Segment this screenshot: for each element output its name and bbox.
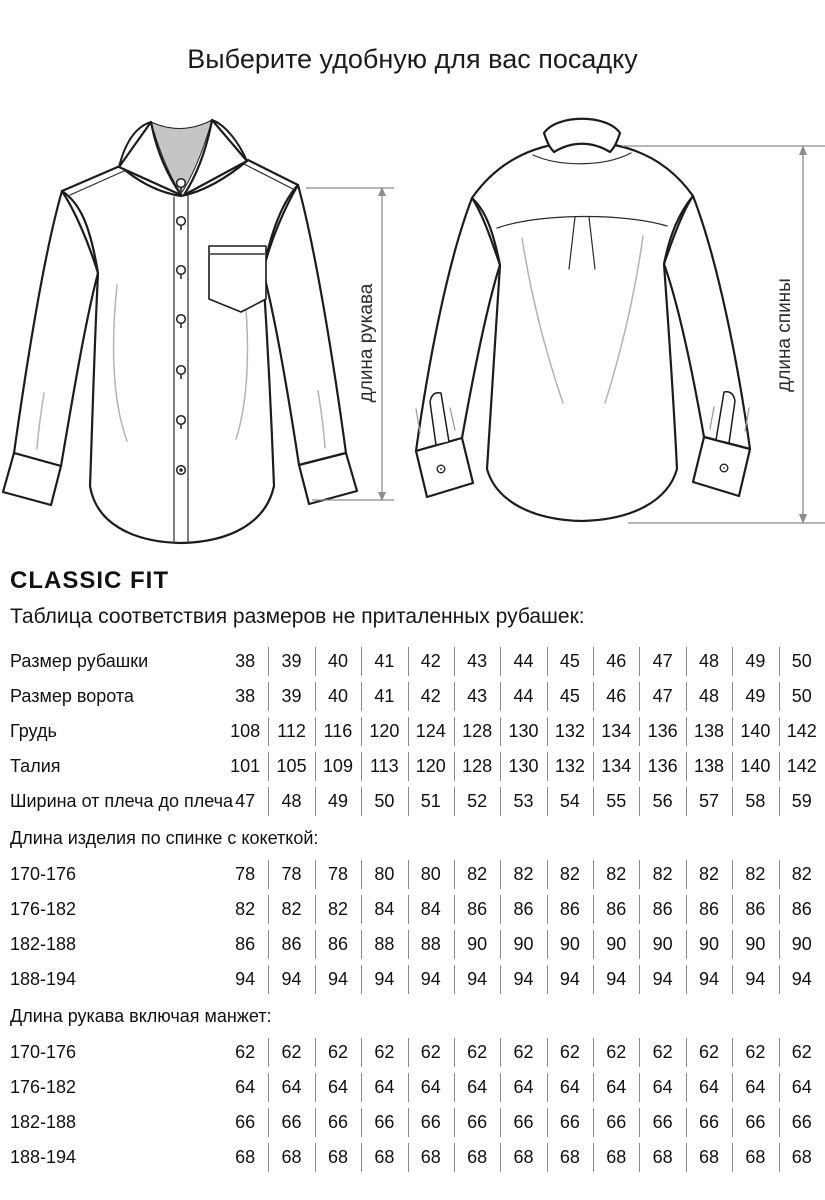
table-row: [0, 962, 825, 997]
cell-value: 86: [315, 927, 361, 962]
cell-value: 140: [732, 749, 778, 784]
cell-value: 138: [686, 749, 732, 784]
cell-value: 64: [268, 1070, 314, 1105]
table-row: [0, 1140, 825, 1175]
cell-value: 64: [593, 1070, 639, 1105]
row-label: 170-176: [10, 1042, 77, 1062]
cell-value: 82: [639, 857, 685, 892]
cell-value: 68: [408, 1140, 454, 1175]
cell-value: 43: [454, 679, 500, 714]
cell-value: 128: [454, 749, 500, 784]
cell-value: 41: [361, 679, 407, 714]
cell-value: 47: [639, 679, 685, 714]
row-label: Талия: [10, 756, 61, 776]
cell-value: 128: [454, 714, 500, 749]
cell-value: 53: [500, 784, 546, 819]
cell-value: 105: [268, 749, 314, 784]
cell-value: 66: [593, 1105, 639, 1140]
cell-value: 47: [639, 644, 685, 679]
cell-value: 68: [639, 1140, 685, 1175]
cell-value: 134: [593, 714, 639, 749]
cell-value: 86: [235, 934, 256, 954]
table-row: [0, 857, 825, 892]
table-row: [0, 714, 825, 749]
cell-value: 86: [268, 927, 314, 962]
row-label: 176-182: [10, 899, 77, 919]
cell-value: 132: [547, 749, 593, 784]
cell-value: 101: [230, 756, 261, 776]
cell-value: 108: [230, 721, 261, 741]
row-label: Ширина от плеча до плеча: [10, 791, 234, 811]
cell-value: 86: [779, 892, 825, 927]
cell-value: 78: [235, 864, 256, 884]
cell-value: 142: [779, 714, 825, 749]
cell-value: 68: [235, 1147, 256, 1167]
cell-value: 66: [235, 1112, 256, 1132]
cell-value: 90: [639, 927, 685, 962]
cell-value: 94: [732, 962, 778, 997]
row-label: 182-188: [10, 934, 77, 954]
cell-value: 66: [639, 1105, 685, 1140]
row-label: 188-194: [10, 1147, 77, 1167]
cell-value: 62: [315, 1035, 361, 1070]
cell-value: 68: [315, 1140, 361, 1175]
cell-value: 66: [315, 1105, 361, 1140]
cell-value: 68: [779, 1140, 825, 1175]
chest-pocket: [209, 246, 266, 312]
table-row: [0, 1070, 825, 1105]
cell-value: 86: [686, 892, 732, 927]
cell-value: 68: [686, 1140, 732, 1175]
row-label: Грудь: [10, 721, 57, 741]
cell-value: 64: [235, 1077, 256, 1097]
cell-value: 66: [454, 1105, 500, 1140]
table-row: [0, 927, 825, 962]
cell-value: 78: [315, 857, 361, 892]
cell-value: 94: [639, 962, 685, 997]
cell-value: 86: [732, 892, 778, 927]
cell-value: 44: [500, 679, 546, 714]
cell-value: 50: [779, 644, 825, 679]
cell-value: 94: [408, 962, 454, 997]
cell-value: 94: [454, 962, 500, 997]
cell-value: 39: [268, 644, 314, 679]
cell-value: 62: [547, 1035, 593, 1070]
cell-value: 59: [779, 784, 825, 819]
cell-value: 64: [361, 1070, 407, 1105]
cell-value: 90: [593, 927, 639, 962]
cell-value: 116: [315, 714, 361, 749]
cell-value: 56: [639, 784, 685, 819]
cell-value: 45: [547, 644, 593, 679]
cell-value: 82: [547, 857, 593, 892]
cell-value: 113: [361, 749, 407, 784]
cell-value: 54: [547, 784, 593, 819]
cell-value: 64: [639, 1070, 685, 1105]
cell-value: 86: [500, 892, 546, 927]
cell-value: 62: [732, 1035, 778, 1070]
cell-value: 94: [268, 962, 314, 997]
cell-value: 64: [500, 1070, 546, 1105]
cell-value: 86: [454, 892, 500, 927]
cell-value: 55: [593, 784, 639, 819]
size-table: [0, 644, 825, 1175]
cell-value: 38: [235, 651, 256, 671]
cell-value: 68: [593, 1140, 639, 1175]
cell-value: 48: [686, 679, 732, 714]
cell-value: 136: [639, 714, 685, 749]
table-row: [0, 784, 825, 819]
cell-value: 62: [779, 1035, 825, 1070]
cell-value: 48: [686, 644, 732, 679]
cell-value: 90: [732, 927, 778, 962]
row-label: 182-188: [10, 1112, 77, 1132]
cell-value: 43: [454, 644, 500, 679]
cell-value: 62: [268, 1035, 314, 1070]
cell-value: 68: [500, 1140, 546, 1175]
fit-heading: CLASSIC FIT: [10, 567, 169, 594]
cell-value: 64: [547, 1070, 593, 1105]
cell-value: 94: [779, 962, 825, 997]
cell-value: 140: [732, 714, 778, 749]
cell-value: 136: [639, 749, 685, 784]
cell-value: 120: [408, 749, 454, 784]
cell-value: 39: [268, 679, 314, 714]
cell-value: 42: [408, 644, 454, 679]
table-row: [0, 892, 825, 927]
cell-value: 62: [235, 1042, 256, 1062]
cell-value: 82: [315, 892, 361, 927]
cell-value: 66: [779, 1105, 825, 1140]
cell-value: 64: [408, 1070, 454, 1105]
row-label: 188-194: [10, 969, 77, 989]
cell-value: 62: [454, 1035, 500, 1070]
cell-value: 94: [361, 962, 407, 997]
cell-value: 88: [361, 927, 407, 962]
cell-value: 94: [235, 969, 256, 989]
table-section-header: Длина изделия по спинке с кокеткой:: [10, 827, 319, 848]
cell-value: 66: [732, 1105, 778, 1140]
front-shirt-drawing: [3, 120, 357, 543]
table-row: [0, 1105, 825, 1140]
cell-value: 109: [315, 749, 361, 784]
cell-value: 82: [500, 857, 546, 892]
cell-value: 68: [268, 1140, 314, 1175]
table-row: [0, 644, 825, 679]
shirt-figures: [0, 103, 825, 558]
back-shirt-drawing: [416, 119, 750, 521]
cell-value: 41: [361, 644, 407, 679]
cell-value: 50: [361, 784, 407, 819]
cell-value: 52: [454, 784, 500, 819]
cell-value: 130: [500, 714, 546, 749]
cell-value: 66: [547, 1105, 593, 1140]
cell-value: 49: [315, 784, 361, 819]
cell-value: 82: [686, 857, 732, 892]
cell-value: 94: [315, 962, 361, 997]
cell-value: 64: [732, 1070, 778, 1105]
cell-value: 51: [408, 784, 454, 819]
cell-value: 48: [268, 784, 314, 819]
cell-value: 68: [454, 1140, 500, 1175]
cell-value: 82: [779, 857, 825, 892]
cell-value: 66: [408, 1105, 454, 1140]
cell-value: 40: [315, 679, 361, 714]
cell-value: 47: [235, 791, 256, 811]
cell-value: 138: [686, 714, 732, 749]
cell-value: 94: [686, 962, 732, 997]
cell-value: 130: [500, 749, 546, 784]
cell-value: 94: [500, 962, 546, 997]
cell-value: 134: [593, 749, 639, 784]
cell-value: 68: [361, 1140, 407, 1175]
cell-value: 66: [500, 1105, 546, 1140]
cell-value: 86: [547, 892, 593, 927]
cell-value: 90: [686, 927, 732, 962]
cell-value: 86: [639, 892, 685, 927]
cell-value: 64: [454, 1070, 500, 1105]
table-row: [0, 749, 825, 784]
cell-value: 94: [593, 962, 639, 997]
cell-value: 124: [408, 714, 454, 749]
cell-value: 62: [593, 1035, 639, 1070]
cell-value: 82: [593, 857, 639, 892]
cell-value: 49: [732, 679, 778, 714]
cell-value: 40: [315, 644, 361, 679]
cell-value: 90: [454, 927, 500, 962]
cell-value: 62: [639, 1035, 685, 1070]
cell-value: 66: [268, 1105, 314, 1140]
cell-value: 44: [500, 644, 546, 679]
cell-value: 82: [454, 857, 500, 892]
sleeve-length-label: длина рукава: [356, 283, 377, 403]
cell-value: 90: [500, 927, 546, 962]
cell-value: 86: [593, 892, 639, 927]
cell-value: 64: [686, 1070, 732, 1105]
cell-value: 46: [593, 644, 639, 679]
cell-value: 120: [361, 714, 407, 749]
cell-value: 57: [686, 784, 732, 819]
cell-value: 68: [547, 1140, 593, 1175]
table-row: [0, 679, 825, 714]
row-label: 176-182: [10, 1077, 77, 1097]
cell-value: 112: [268, 714, 314, 749]
cell-value: 82: [732, 857, 778, 892]
cell-value: 62: [408, 1035, 454, 1070]
table-intro: Таблица соответствия размеров не приталенных рубашек:: [10, 605, 585, 628]
back-length-label: длина спины: [774, 278, 795, 392]
cell-value: 58: [732, 784, 778, 819]
cell-value: 78: [268, 857, 314, 892]
cell-value: 94: [547, 962, 593, 997]
cell-value: 50: [779, 679, 825, 714]
row-label: Размер рубашки: [10, 651, 149, 671]
table-section-header: Длина рукава включая манжет:: [10, 1005, 272, 1026]
cell-value: 62: [500, 1035, 546, 1070]
cell-value: 90: [547, 927, 593, 962]
cell-value: 90: [779, 927, 825, 962]
cell-value: 142: [779, 749, 825, 784]
cell-value: 66: [686, 1105, 732, 1140]
cell-value: 82: [268, 892, 314, 927]
cell-value: 62: [686, 1035, 732, 1070]
cell-value: 46: [593, 679, 639, 714]
row-label: Размер ворота: [10, 686, 134, 706]
row-label: 170-176: [10, 864, 77, 884]
cell-value: 82: [235, 899, 256, 919]
cell-value: 66: [361, 1105, 407, 1140]
cell-value: 88: [408, 927, 454, 962]
cell-value: 84: [361, 892, 407, 927]
cell-value: 68: [732, 1140, 778, 1175]
page-title: Выберите удобную для вас посадку: [187, 44, 638, 74]
cell-value: 38: [235, 686, 256, 706]
cell-value: 42: [408, 679, 454, 714]
cell-value: 80: [408, 857, 454, 892]
cell-value: 64: [315, 1070, 361, 1105]
cell-value: 49: [732, 644, 778, 679]
cell-value: 84: [408, 892, 454, 927]
cell-value: 64: [779, 1070, 825, 1105]
cell-value: 62: [361, 1035, 407, 1070]
table-row: [0, 1035, 825, 1070]
cell-value: 80: [361, 857, 407, 892]
cell-value: 132: [547, 714, 593, 749]
cell-value: 45: [547, 679, 593, 714]
